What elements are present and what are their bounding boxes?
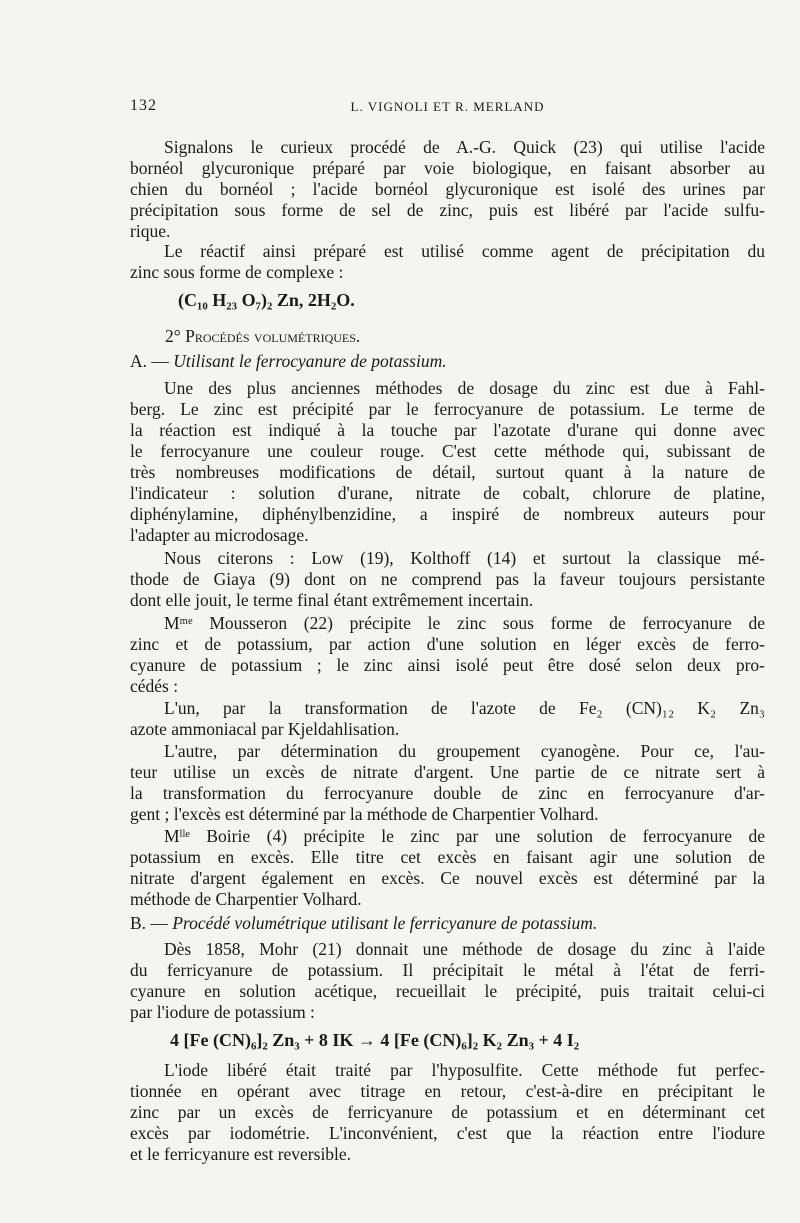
text-line: l'adapter au microdosage. bbox=[130, 525, 309, 545]
text-line: berg. Le zinc est précipité par le ferrocyanure de potassium. Le terme de bbox=[130, 399, 765, 419]
text-line: Une des plus anciennes méthodes de dosage du zinc est due à Fahl- bbox=[164, 378, 765, 398]
text-line: Dès 1858, Mohr (21) donnait une méthode de dosage du zinc à l'aide bbox=[164, 939, 765, 959]
subsection-a-title: Utilisant le ferrocyanure de potassium. bbox=[173, 351, 447, 371]
text-line: gent ; l'excès est déterminé par la méthode de Charpentier Volhard. bbox=[130, 804, 599, 824]
text-line: Mᵐᵉ Mousseron (22) précipite le zinc sous forme de ferrocyanure de bbox=[164, 613, 765, 633]
subsection-a bbox=[130, 351, 447, 372]
page-number: 132 bbox=[130, 97, 157, 114]
paragraph-mohr bbox=[130, 939, 765, 1023]
paragraph-mousseron bbox=[130, 613, 765, 697]
text-line: potassium en excès. Elle titre cet excès en faisant agir une solution de bbox=[130, 847, 765, 867]
subsection-b bbox=[130, 913, 597, 934]
subsection-b-title: Procédé volumétrique utilisant le ferricyanure de potassium. bbox=[172, 913, 598, 933]
text-line: par l'iodure de potassium : bbox=[130, 1002, 315, 1022]
text-line: diphénylamine, diphénylbenzidine, a inspiré de nombreux auteurs pour bbox=[130, 504, 765, 524]
text-line: la transformation du ferrocyanure double de zinc en ferrocyanure d'ar- bbox=[130, 783, 765, 803]
text-line: thode de Giaya (9) dont on ne comprend pas la faveur toujours persistante bbox=[130, 569, 765, 589]
text-line: zinc sous forme de complexe : bbox=[130, 262, 344, 282]
paragraph-iode bbox=[130, 1060, 765, 1165]
text-line: Le réactif ainsi préparé est utilisé comme agent de précipitation du bbox=[164, 241, 765, 261]
text-line: dont elle jouit, le terme final étant extrêmement incertain. bbox=[130, 590, 534, 610]
text-line: zinc et de potassium, par action d'une solution en léger excès de ferro- bbox=[130, 634, 765, 654]
text-line: chien du bornéol ; l'acide bornéol glycuronique est isolé des urines par bbox=[130, 179, 765, 199]
text-line: rique. bbox=[130, 221, 171, 241]
text-line: méthode de Charpentier Volhard. bbox=[130, 889, 362, 909]
text-line: Mˡˡᵉ Boirie (4) précipite le zinc par une solution de ferrocyanure de bbox=[164, 826, 765, 846]
text-line: cyanure de potassium ; le zinc ainsi isolé peut être dosé selon deux pro- bbox=[130, 655, 765, 675]
text-line: L'iode libéré était traité par l'hyposulfite. Cette méthode fut perfec- bbox=[164, 1060, 765, 1080]
subsection-a-label: A. — bbox=[130, 351, 169, 371]
text-line: L'autre, par détermination du groupement cyanogène. Pour ce, l'au- bbox=[164, 741, 765, 761]
text-line: nitrate d'argent également en excès. Ce nouvel excès est déterminé par la bbox=[130, 868, 765, 888]
text-line: l'indicateur : solution d'urane, nitrate de cobalt, chlorure de platine, bbox=[130, 483, 765, 503]
text-line: du ferricyanure de potassium. Il précipitait le métal à l'état de ferri- bbox=[130, 960, 765, 980]
formula-zinc-complex: (C₁₀ H₂₃ O₇)₂ Zn, 2H₂O. bbox=[178, 290, 355, 310]
text-line: cyanure en solution acétique, recueillait le précipité, puis traitait celui-ci bbox=[130, 981, 765, 1001]
page-header bbox=[130, 97, 765, 119]
running-title: L. VIGNOLI ET R. MERLAND bbox=[350, 99, 545, 114]
formula-reaction: 4 [Fe (CN)₆]₂ Zn₃ + 8 IK → 4 [Fe (CN)₆]₂ K₂ Zn₃ + 4 I₂ bbox=[170, 1030, 580, 1050]
text-line: la réaction est indiqué à la touche par l'azotate d'urane qui donne avec bbox=[130, 420, 765, 440]
text-line: teur utilise un excès de nitrate d'argent. Une partie de ce nitrate sert à bbox=[130, 762, 765, 782]
text-line: très nombreuses modifications de détail, surtout quant à la nature de bbox=[130, 462, 765, 482]
paragraph-fahlberg bbox=[130, 378, 765, 546]
section-heading: 2° Procédés volumétriques. bbox=[165, 326, 361, 346]
text-line: bornéol glycuronique préparé par voie biologique, en faisant absorber au bbox=[130, 158, 765, 178]
text-line: excès par iodométrie. L'inconvénient, c'est que la réaction entre l'iodure bbox=[130, 1123, 765, 1143]
paragraph-citations bbox=[130, 548, 765, 611]
paragraph-quick bbox=[130, 137, 765, 242]
text-line: Nous citerons : Low (19), Kolthoff (14) et surtout la classique mé- bbox=[164, 548, 765, 568]
text-line: azote ammoniacal par Kjeldahlisation. bbox=[130, 719, 400, 739]
text-line: Signalons le curieux procédé de A.-G. Quick (23) qui utilise l'acide bbox=[164, 137, 765, 157]
paragraph-cyanogene bbox=[130, 741, 765, 825]
paragraph-reactif bbox=[130, 241, 765, 283]
text-line: précipitation sous forme de sel de zinc, puis est libéré par l'acide sulfu- bbox=[130, 200, 765, 220]
text-line: tionnée en opérant avec titrage en retour, c'est-à-dire en précipitant le bbox=[130, 1081, 765, 1101]
subsection-b-label: B. — bbox=[130, 913, 168, 933]
text-line: et le ferricyanure est reversible. bbox=[130, 1144, 352, 1164]
text-line: le ferrocyanure une couleur rouge. C'est cette méthode qui, subissant de bbox=[130, 441, 765, 461]
text-line: zinc par un excès de ferricyanure de potassium et en déterminant cet bbox=[130, 1102, 765, 1122]
text-line: cédés : bbox=[130, 676, 179, 696]
paragraph-boirie bbox=[130, 826, 765, 910]
text-line: L'un, par la transformation de l'azote de Fe₂ (CN)₁₂ K₂ Zn₃ bbox=[164, 698, 765, 718]
paragraph-kjeldahl bbox=[130, 698, 765, 740]
